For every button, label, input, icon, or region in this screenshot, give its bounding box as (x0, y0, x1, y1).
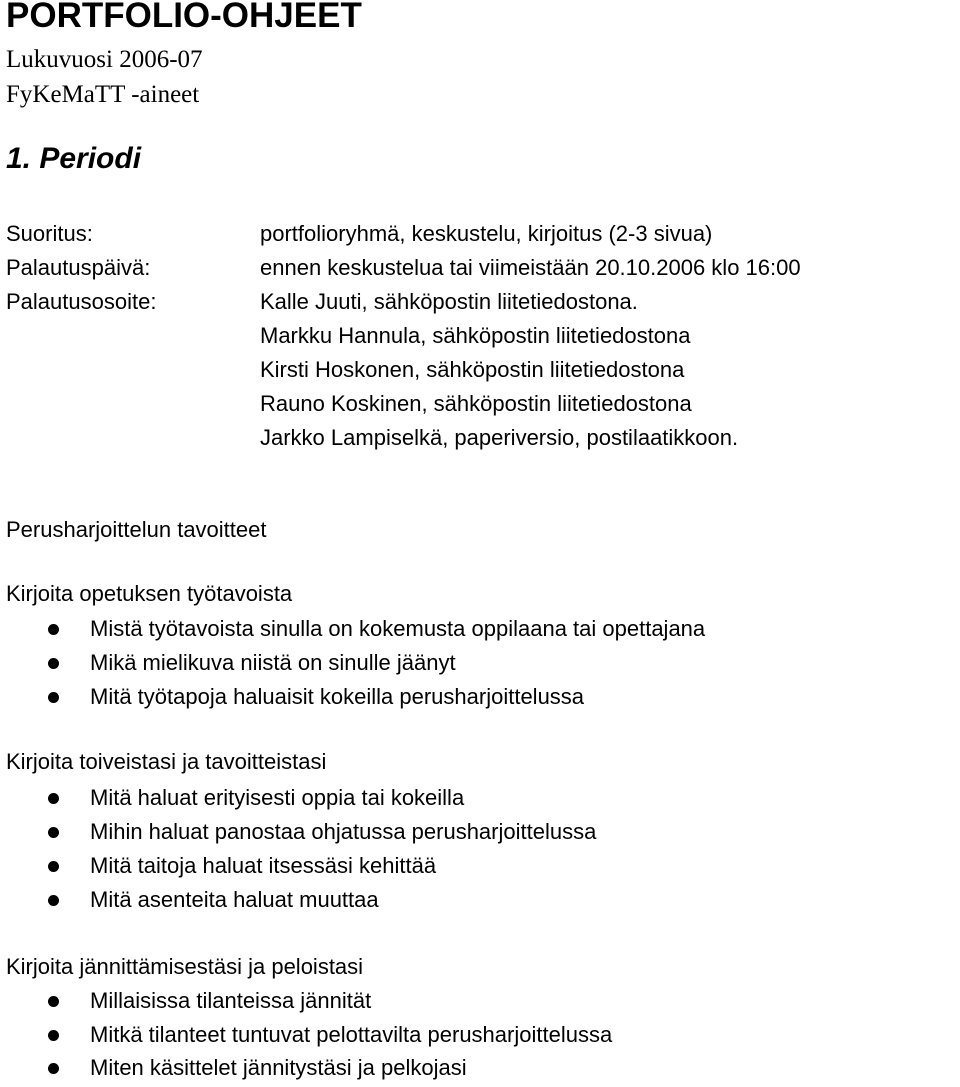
list-item (0, 1051, 960, 1085)
bullet-icon (48, 827, 59, 838)
list-item (0, 1018, 960, 1052)
address-line: Kalle Juuti, sähköpostin liitetiedostona. (260, 289, 638, 314)
list-item (0, 646, 960, 680)
list-item-text: Mitkä tilanteet tuntuvat pelottavilta perusharjoittelussa (90, 1022, 613, 1047)
address-line: Markku Hannula, sähköpostin liitetiedostona (260, 323, 691, 348)
suoritus-row (6, 217, 960, 251)
list-item (0, 781, 960, 815)
list-item-text: Mitä työtapoja haluaisit kokeilla perusharjoittelussa (90, 684, 585, 709)
list-item-text: Miten käsittelet jännitystäsi ja pelkojasi (90, 1055, 467, 1080)
bullet-icon (48, 861, 59, 872)
bullet-icon (48, 996, 59, 1007)
list-item-text: Mitä taitoja haluat itsessäsi kehittää (90, 853, 437, 878)
list-item (0, 883, 960, 917)
address-line: Kirsti Hoskonen, sähköpostin liitetiedostona (260, 357, 685, 382)
address-row (6, 421, 960, 455)
bullet-icon (48, 1063, 59, 1074)
list-item-text: Mihin haluat panostaa ohjatussa perusharjoittelussa (90, 819, 597, 844)
palautusosoite-label: Palautusosoite: (6, 289, 157, 314)
address-row (6, 319, 960, 353)
section-heading: Kirjoita toiveistasi ja tavoitteistasi (6, 749, 327, 774)
document-title: PORTFOLIO-OHJEET (6, 0, 362, 35)
list-item (0, 815, 960, 849)
section-heading: Kirjoita jännittämisestäsi ja peloistasi (6, 954, 364, 979)
list-item-text: Mitä haluat erityisesti oppia tai kokeilla (90, 785, 465, 810)
palautuspaiva-row (6, 251, 960, 285)
bullet-icon (48, 624, 59, 635)
bullet-icon (48, 793, 59, 804)
address-line: Rauno Koskinen, sähköpostin liitetiedostona (260, 391, 692, 416)
list-item-text: Mikä mielikuva niistä on sinulle jäänyt (90, 650, 456, 675)
bullet-icon (48, 895, 59, 906)
suoritus-value: portfolioryhmä, keskustelu, kirjoitus (2-3 sivua) (260, 221, 713, 246)
address-line: Jarkko Lampiselkä, paperiversio, postilaatikkoon. (260, 425, 739, 450)
palautuspaiva-value: ennen keskustelua tai viimeistään 20.10.2006 klo 16:00 (260, 255, 801, 280)
section-heading: Kirjoita opetuksen työtavoista (6, 581, 293, 606)
bullet-icon (48, 658, 59, 669)
list-item-text: Mitä asenteita haluat muuttaa (90, 887, 379, 912)
suoritus-label: Suoritus: (6, 221, 93, 246)
list-item (0, 680, 960, 714)
list-item (0, 984, 960, 1018)
address-row (6, 387, 960, 421)
palautusosoite-row (6, 285, 960, 319)
subject-line: FyKeMaTT -aineet (6, 81, 200, 108)
academic-year: Lukuvuosi 2006-07 (6, 46, 203, 73)
list-item (0, 849, 960, 883)
bullet-icon (48, 1030, 59, 1041)
list-item-text: Mistä työtavoista sinulla on kokemusta oppilaana tai opettajana (90, 616, 706, 641)
list-item-text: Millaisissa tilanteissa jännität (90, 988, 372, 1013)
bullet-icon (48, 692, 59, 703)
goals-heading: Perusharjoittelun tavoitteet (6, 517, 267, 542)
period-heading: 1. Periodi (6, 142, 142, 175)
address-row (6, 353, 960, 387)
palautuspaiva-label: Palautuspäivä: (6, 255, 151, 280)
list-item (0, 612, 960, 646)
